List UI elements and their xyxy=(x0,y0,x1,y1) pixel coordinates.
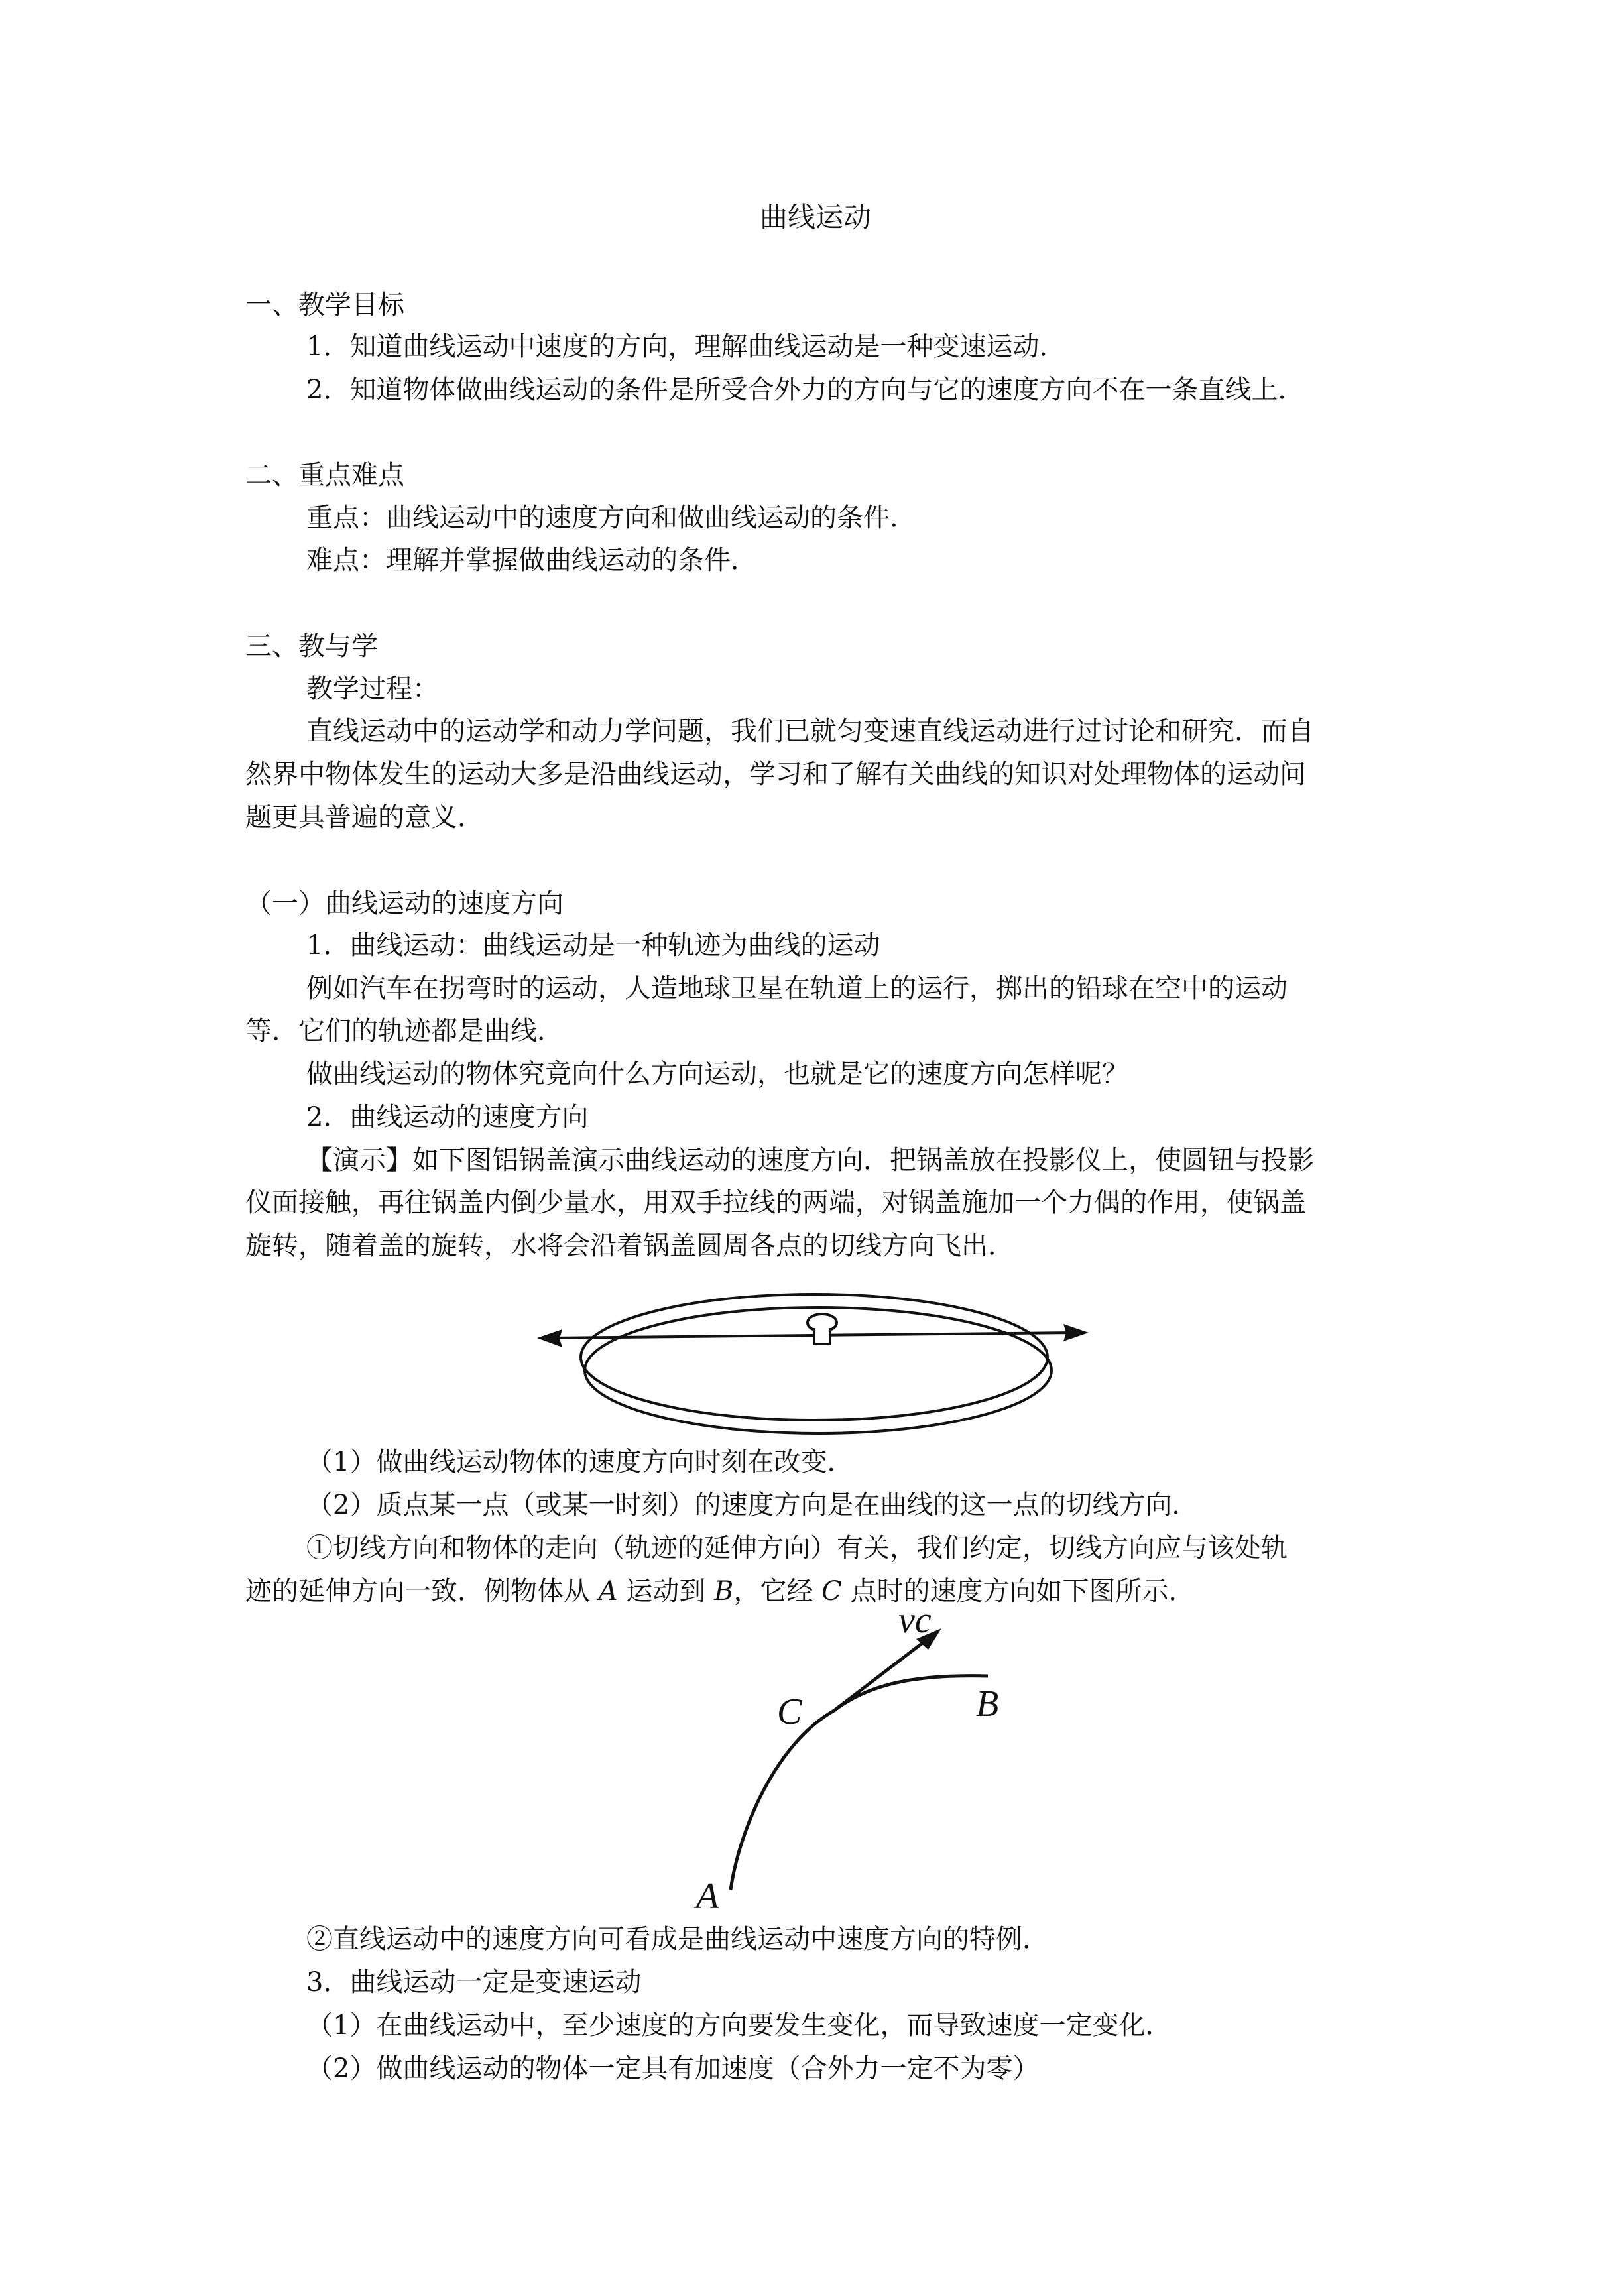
arrow-left-icon xyxy=(537,1329,562,1347)
curve-velocity-figure xyxy=(676,1611,1048,1929)
intro-paragraph-line-1: 直线运动中的运动学和动力学问题，我们已就匀变速直线运动进行过讨论和研究．而自 xyxy=(306,716,1314,747)
example-line-1: 例如汽车在拐弯时的运动，人造地球卫星在轨道上的运行，掷出的铅球在空中的运动 xyxy=(306,973,1288,1004)
var-b: B xyxy=(714,1576,734,1606)
var-a: A xyxy=(598,1576,618,1606)
var-c: C xyxy=(821,1576,842,1606)
lid-knob-stem xyxy=(814,1328,830,1344)
demo-line-1: 【演示】如下图铝锅盖演示曲线运动的速度方向．把锅盖放在投影仪上，使圆钮与投影 xyxy=(306,1145,1314,1176)
section-heading-objectives: 一、教学目标 xyxy=(245,290,404,320)
arrow-right-icon xyxy=(1063,1324,1089,1341)
pot-lid-figure xyxy=(530,1283,1101,1442)
definition-curved-motion: 1．曲线运动：曲线运动是一种轨迹为曲线的运动 xyxy=(306,930,880,961)
question-text: 做曲线运动的物体究竟向什么方向运动，也就是它的速度方向怎样呢？ xyxy=(306,1059,1128,1089)
objective-item-2: 2．知道物体做曲线运动的条件是所受合外力的方向与它的速度方向不在一条直线上． xyxy=(306,375,1305,405)
variable-point-1: （1）在曲线运动中，至少速度的方向要发生变化，而导致速度一定变化． xyxy=(306,2010,1172,2041)
label-c: C xyxy=(777,1691,802,1732)
demo-line-2: 仪面接触，再往锅盖内倒少量水，用双手拉线的两端，对锅盖施加一个力偶的作用，使锅盖 xyxy=(245,1187,1306,1218)
circle-note-1-line-2: 迹的延伸方向一致．例物体从 A 运动到 B，它经 C 点时的速度方向如下图所示． xyxy=(245,1576,1195,1606)
example-line-2: 等．它们的轨迹都是曲线． xyxy=(245,1016,564,1046)
subheading-velocity-direction: 2．曲线运动的速度方向 xyxy=(306,1102,589,1132)
point-1: （1）做曲线运动物体的速度方向时刻在改变． xyxy=(306,1447,854,1477)
label-vc: vc xyxy=(898,1611,932,1641)
objective-item-1: 1．知道曲线运动中速度的方向，理解曲线运动是一种变速运动． xyxy=(306,332,1066,362)
velocity-vector xyxy=(834,1640,927,1711)
key-point: 重点：曲线运动中的速度方向和做曲线运动的条件． xyxy=(306,503,916,533)
demo-line-3: 旋转，随着盖的旋转，水将会沿着锅盖圆周各点的切线方向飞出． xyxy=(245,1231,1014,1261)
difficult-point: 难点：理解并掌握做曲线运动的条件． xyxy=(306,545,757,575)
section-heading-teaching: 三、教与学 xyxy=(245,631,378,662)
page-title: 曲线运动 xyxy=(760,201,872,233)
intro-paragraph-line-3: 题更具普遍的意义． xyxy=(245,802,484,833)
part-heading-velocity-direction: （一）曲线运动的速度方向 xyxy=(245,888,564,919)
label-b: B xyxy=(976,1683,999,1724)
point-2: （2）质点某一点（或某一时刻）的速度方向是在曲线的这一点的切线方向． xyxy=(306,1490,1199,1520)
teaching-process-label: 教学过程： xyxy=(306,674,439,704)
section-heading-keypoints: 二、重点难点 xyxy=(245,460,404,491)
variable-point-2: （2）做曲线运动的物体一定具有加速度（合外力一定不为零） xyxy=(306,2053,1040,2084)
label-a: A xyxy=(696,1876,719,1917)
pot-lid-top xyxy=(581,1294,1048,1420)
circle-note-1-line-1: ①切线方向和物体的走向（轨迹的延伸方向）有关，我们约定，切线方向应与该处轨 xyxy=(306,1533,1288,1563)
intro-paragraph-line-2: 然界中物体发生的运动大多是沿曲线运动，学习和了解有关曲线的知识对处理物体的运动问 xyxy=(245,759,1306,790)
trajectory-curve xyxy=(731,1676,988,1890)
circle-note-2: ②直线运动中的速度方向可看成是曲线运动中速度方向的特例． xyxy=(306,1924,1049,1955)
subheading-variable-speed: 3．曲线运动一定是变速运动 xyxy=(306,1967,642,1998)
